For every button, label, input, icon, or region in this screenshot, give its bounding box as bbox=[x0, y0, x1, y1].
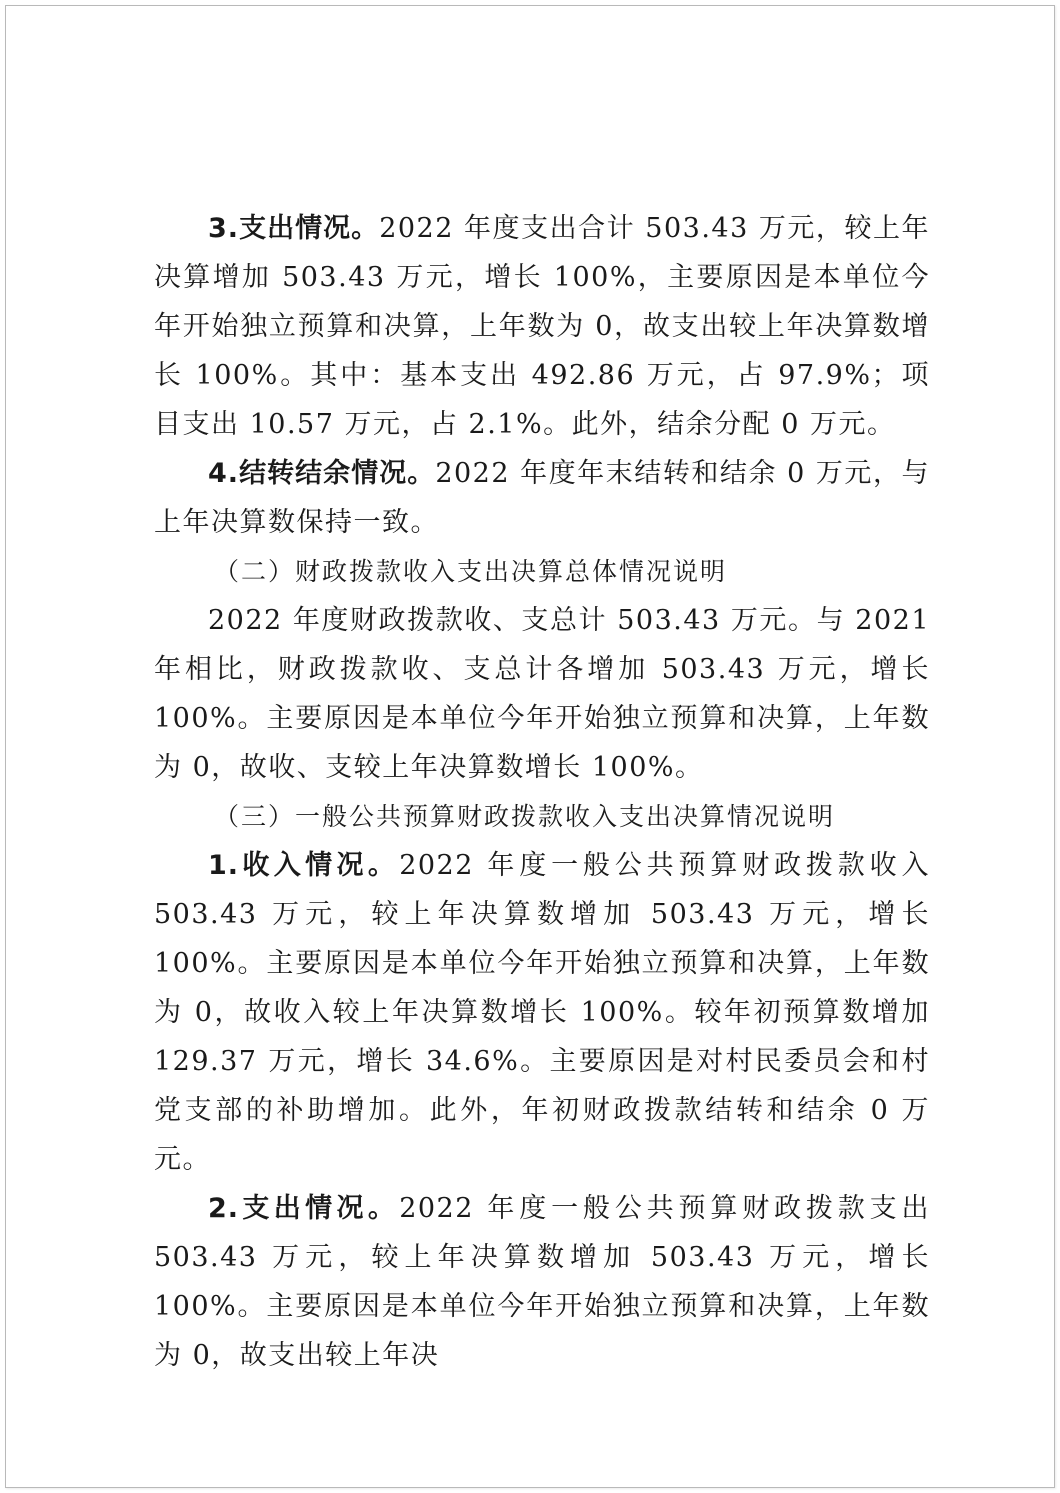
paragraph-income bbox=[154, 841, 930, 1184]
paragraph-carryover bbox=[154, 449, 930, 547]
paragraph-text: 2022 年度支出合计 503.43 万元，较上年决算增加 503.43 万元，增长 100%，主要原因是本单位今年开始独立预算和决算，上年数为 0，故支出较上年决算数增长 100%。其中：基本支出 492.86 万元，占 97.9%；项目支出 10.57 万元，占 2.1%。此外，结余分配 0 万元。 bbox=[154, 213, 930, 440]
section-heading: （二）财政拨款收入支出决算总体情况说明 bbox=[214, 557, 728, 586]
page-content bbox=[154, 204, 930, 1380]
paragraph-expenditure bbox=[154, 204, 930, 449]
paragraph-fiscal-overview bbox=[154, 596, 930, 792]
document-page bbox=[5, 5, 1055, 1488]
section-heading: （三）一般公共预算财政拨款收入支出决算情况说明 bbox=[214, 802, 836, 831]
paragraph-text: 2022 年度一般公共预算财政拨款收入 503.43 万元，较上年决算数增加 503.43 万元，增长 100%。主要原因是本单位今年开始独立预算和决算，上年数为 0，故收入较上年决算数增长 100%。较年初预算数增加 129.37 万元，增长 34.6%。主要原因是对村民委员会和村党支部的补助增加。此外，年初财政拨款结转和结余 0 万元。 bbox=[154, 850, 931, 1175]
paragraph-text: 2022 年度财政拨款收、支总计 503.43 万元。与 2021 年相比，财政拨款收、支总计各增加 503.43 万元，增长 100%。主要原因是本单位今年开始独立预算和决算，上年数为 0，故收、支较上年决算数增长 100%。 bbox=[154, 605, 930, 783]
paragraph-lead: 2.支出情况。 bbox=[208, 1193, 400, 1224]
paragraph-general-expenditure bbox=[154, 1184, 930, 1380]
paragraph-text: 2022 年度一般公共预算财政拨款支出 503.43 万元，较上年决算数增加 503.43 万元，增长 100%。主要原因是本单位今年开始独立预算和决算，上年数为 0，故支出较上年决 bbox=[154, 1193, 931, 1371]
paragraph-text: 2022 年度年末结转和结余 0 万元，与上年决算数保持一致。 bbox=[154, 458, 930, 538]
paragraph-lead: 4.结转结余情况。 bbox=[208, 458, 436, 489]
paragraph-lead: 3.支出情况。 bbox=[208, 213, 380, 244]
paragraph-lead: 1.收入情况。 bbox=[208, 850, 400, 881]
